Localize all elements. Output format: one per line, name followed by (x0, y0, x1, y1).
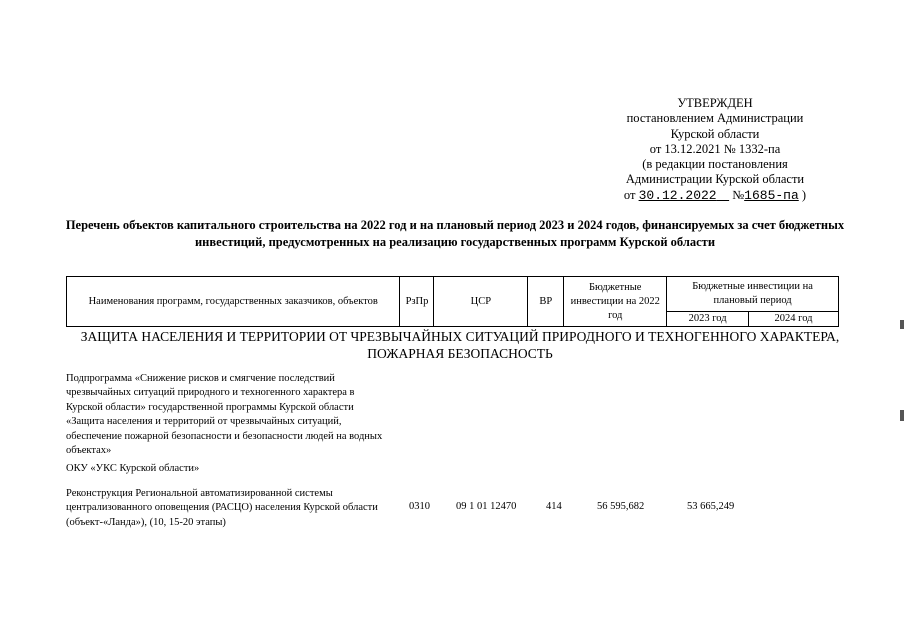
edition-reference (600, 188, 830, 203)
scan-edge-mark (900, 410, 904, 421)
approval-heading: УТВЕРЖДЕН (677, 96, 753, 110)
header-planned: Бюджетные инвестиции на плановый период (667, 277, 839, 312)
edition-prefix: от (623, 187, 636, 202)
approval-line: от 13.12.2021 № 1332-па (649, 141, 781, 156)
edition-gap (717, 188, 730, 202)
header-csr: ЦСР (434, 277, 528, 327)
header-2024: 2024 год (749, 312, 839, 327)
edition-number-prefix: № (732, 187, 745, 202)
edition-number: 1685-па (744, 187, 799, 203)
header-2022: Бюджетные инвестиции на 2022 год (564, 277, 667, 327)
approval-line: Администрации Курской области (625, 172, 805, 187)
object-amount-2022: 56 595,682 (597, 501, 645, 512)
object-rzpr: 0310 (409, 501, 430, 512)
approval-line: постановлением Администрации (626, 111, 804, 126)
object-csr: 09 1 01 12470 (456, 501, 517, 512)
edition-close: ) (801, 187, 807, 202)
customer-name: ОКУ «УКС Курской области» (66, 463, 200, 474)
header-name: Наименования программ, государственных заказчиков, объектов (67, 277, 400, 327)
object-name: Реконструкция Региональной автоматизированной системы централизованного оповещения (РАСЦО) населения Курской области (объект-«Ланда»), (10, 15-20 этапы) (66, 488, 378, 528)
header-rzpr: РзПр (400, 277, 434, 327)
approval-stamp (600, 96, 830, 203)
approval-line: (в редакции постановления (642, 157, 788, 172)
approval-line: Курской области (670, 126, 760, 141)
header-2023: 2023 год (667, 312, 749, 327)
scan-edge-mark (900, 320, 904, 329)
subprogram-text: Подпрограмма «Снижение рисков и смягчение последствий чрезвычайных ситуаций природного и техногенного характера в Курской области» государственной программы Курской области «Защита населения и территорий от чрезвычайных ситуаций, обеспечение пожарной безопасности и безопасности людей на водных объектах» (66, 373, 383, 457)
edition-date: 30.12.2022 (638, 187, 717, 203)
object-amount-2023: 53 665,249 (687, 501, 735, 512)
section-title: ЗАЩИТА НАСЕЛЕНИЯ И ТЕРРИТОРИИ ОТ ЧРЕЗВЫЧАЙНЫХ СИТУАЦИЙ ПРИРОДНОГО И ТЕХНОГЕННОГО ХАРАКТЕРА, ПОЖАРНАЯ БЕЗОПАСНОСТЬ (80, 329, 840, 361)
document-title: Перечень объектов капитального строительства на 2022 год и на плановый период 2023 и 2024 годов, финансируемых за счет бюджетных инвестиций, предусмотренных на реализацию государственных программ Курской области (65, 218, 845, 249)
header-vr: ВР (528, 277, 564, 327)
object-vr: 414 (546, 501, 562, 512)
table-header (66, 276, 839, 327)
